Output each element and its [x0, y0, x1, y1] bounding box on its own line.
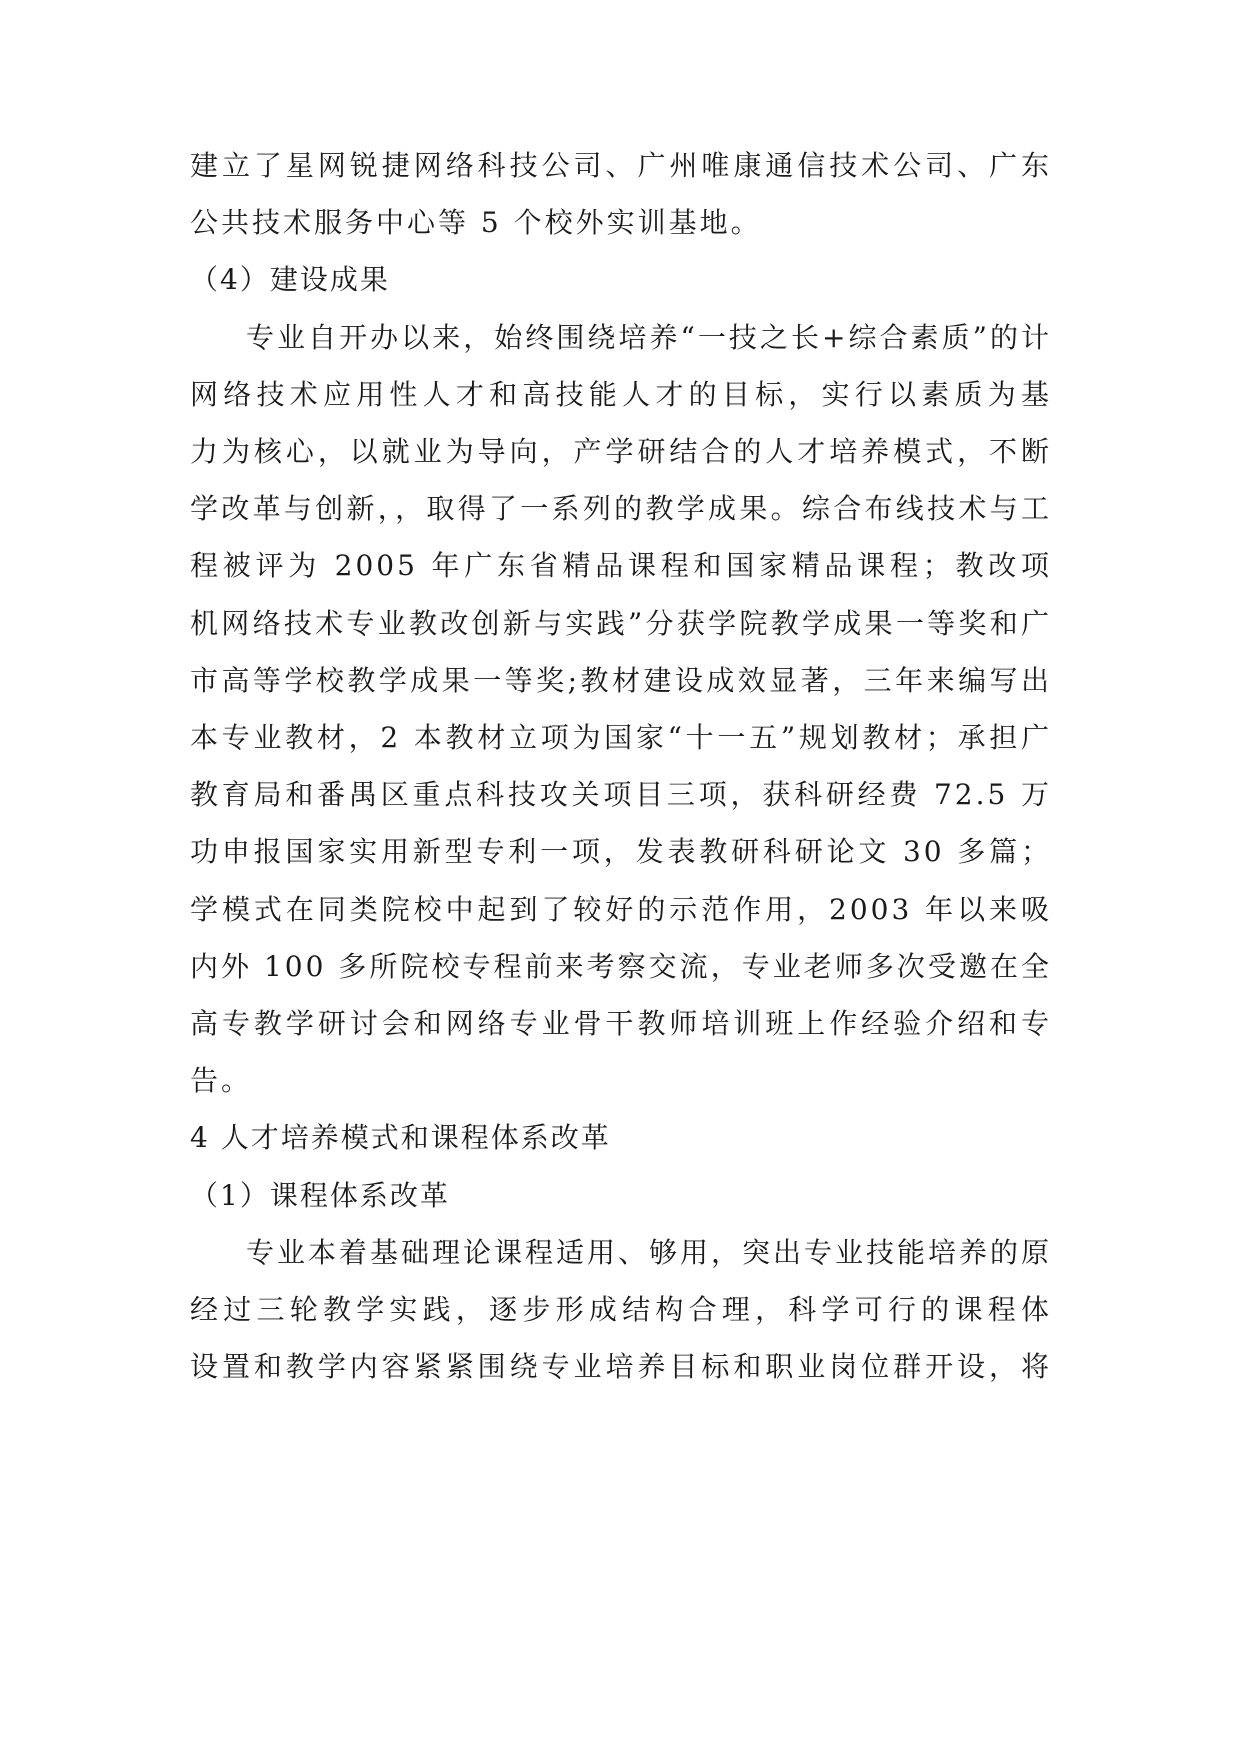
paragraph-line: 告。 — [190, 1064, 253, 1097]
paragraph-line: 高专教学研讨会和网络专业骨干教师培训班上作经验介绍和专 — [190, 1007, 1052, 1040]
paragraph-line: 市高等学校教学成果一等奖;教材建设成效显著，三年来编写出 — [190, 664, 1052, 697]
paragraph-line: 设置和教学内容紧紧围绕专业培养目标和职业岗位群开设，将 — [190, 1350, 1052, 1383]
paragraph-line: 力为核心，以就业为导向，产学研结合的人才培养模式，不断 — [190, 435, 1052, 468]
paragraph-line: 教育局和番禺区重点科技攻关项目三项，获科研经费 72.5 万 — [190, 778, 1052, 811]
paragraph-line: 内外 100 多所院校专程前来考察交流，专业老师多次受邀在全 — [190, 950, 1052, 983]
paragraph-line: 学改革与创新，，取得了一系列的教学成果。综合布线技术与工 — [190, 492, 1052, 525]
paragraph-line: 功申报国家实用新型专利一项，发表教研科研论文 30 多篇； — [190, 835, 1052, 868]
paragraph-line: 公共技术服务中心等 5 个校外实训基地。 — [190, 206, 762, 239]
paragraph-line: 程被评为 2005 年广东省精品课程和国家精品课程；教改项 — [190, 549, 1052, 582]
chapter-heading: 4 人才培养模式和课程体系改革 — [190, 1121, 611, 1154]
paragraph-line: 建立了星网锐捷网络科技公司、广州唯康通信技术公司、广东 — [190, 149, 1052, 182]
paragraph-line: 专业本着基础理论课程适用、够用，突出专业技能培养的原 — [246, 1236, 1052, 1269]
paragraph-line: 经过三轮教学实践，逐步形成结构合理，科学可行的课程体 — [190, 1293, 1052, 1326]
paragraph-line: 本专业教材，2 本教材立项为国家“十一五”规划教材；承担广 — [190, 721, 1052, 754]
paragraph-line: 网络技术应用性人才和高技能人才的目标，实行以素质为基 — [190, 378, 1052, 411]
section-heading: （4）建设成果 — [190, 263, 390, 296]
paragraph-line: 专业自开办以来，始终围绕培养“一技之长+综合素质”的计 — [246, 321, 1052, 354]
section-heading: （1）课程体系改革 — [190, 1179, 450, 1212]
paragraph-line: 学模式在同类院校中起到了较好的示范作用，2003 年以来吸 — [190, 893, 1052, 926]
paragraph-line: 机网络技术专业教改创新与实践”分获学院教学成果一等奖和广 — [190, 607, 1052, 640]
